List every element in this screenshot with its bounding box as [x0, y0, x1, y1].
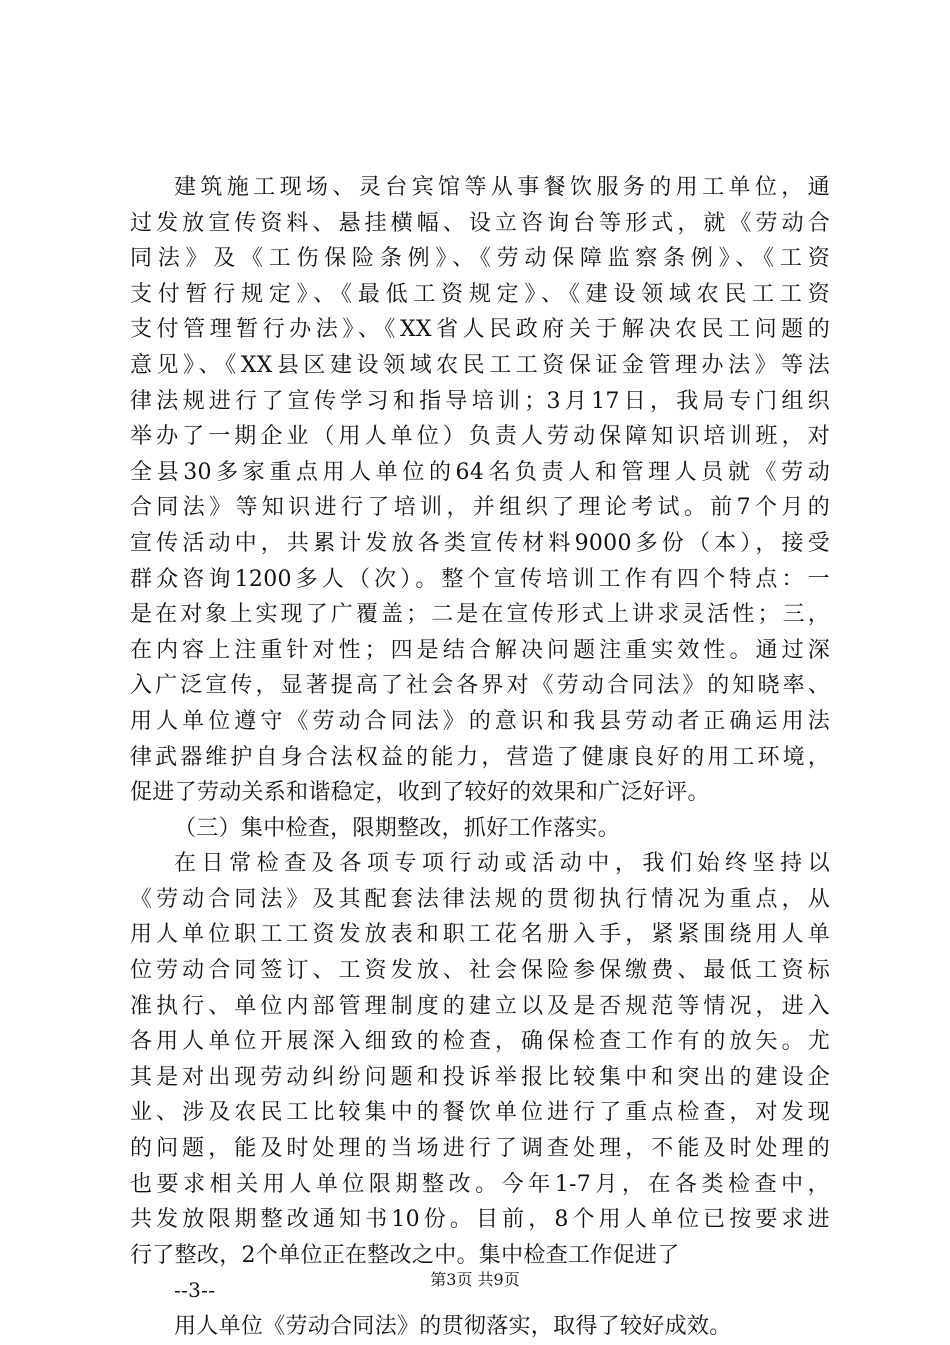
text-line: 意见》、《XX县区建设领域农民工工资保证金管理办法》等法 [130, 352, 830, 378]
text-line: 建筑施工现场、灵台宾馆等从事餐饮服务的用工单位，通 [174, 175, 830, 200]
text-line: 用人单位职工工资发放表和职工花名册入手，紧紧围绕用人单 [130, 922, 830, 948]
text-line: 用人单位遵守《劳动合同法》的意识和我县劳动者正确运用法 [130, 708, 830, 734]
text-line: 《劳动合同法》及其配套法律法规的贯彻执行情况为重点，从 [130, 886, 830, 912]
text-line: 其是对出现劳动纠纷问题和投诉举报比较集中和突出的建设企 [130, 1064, 830, 1090]
text-line: 在内容上注重针对性；四是结合解决问题注重实效性。通过深 [130, 637, 830, 663]
section-heading: （三）集中检查，限期整改，抓好工作落实。 [174, 815, 621, 841]
text-line: 同法》及《工伤保险条例》、《劳动保障监察条例》、《工资 [130, 246, 830, 272]
text-line: 的问题，能及时处理的当场进行了调查处理，不能及时处理的 [130, 1136, 830, 1162]
text-line: 准执行、单位内部管理制度的建立以及是否规范等情况，进入 [130, 993, 830, 1019]
text-line: 举办了一期企业（用人单位）负责人劳动保障知识培训班，对 [130, 424, 830, 450]
text-line: 全县30多家重点用人单位的64名负责人和管理人员就《劳动 [130, 459, 830, 485]
text-line: 是在对象上实现了广覆盖；二是在宣传形式上讲求灵活性；三， [130, 602, 830, 628]
text-line: 促进了劳动关系和谐稳定，收到了较好的效果和广泛好评。 [130, 780, 710, 806]
document-body [130, 170, 830, 1345]
text-line: 业、涉及农民工比较集中的餐饮单位进行了重点检查，对发现 [130, 1100, 830, 1126]
text-line: 支付管理暂行办法》、《XX省人民政府关于解决农民工问题的 [130, 317, 830, 343]
text-line: 共发放限期整改通知书10份。目前，8个用人单位已按要求进 [130, 1207, 830, 1233]
text-line: 也要求相关用人单位限期整改。今年1-7月，在各类检查中， [130, 1171, 830, 1197]
text-line: 各用人单位开展深入细致的检查，确保检查工作有的放矢。尤 [130, 1029, 830, 1055]
text-line: 入广泛宣传，显著提高了社会各界对《劳动合同法》的知晓率、 [130, 673, 830, 699]
text-line: 合同法》等知识进行了培训，并组织了理论考试。前7个月的 [130, 495, 830, 521]
text-line: 行了整改，2个单位正在整改之中。集中检查工作促进了 [130, 1242, 680, 1268]
page-footer: 第3页 共9页 [430, 1270, 520, 1289]
text-line: 在日常检查及各项专项行动或活动中，我们始终坚持以 [174, 851, 830, 877]
inline-page-number: --3-- [174, 1278, 216, 1303]
text-line: 用人单位《劳动合同法》的贯彻落实，取得了较好成效。 [174, 1314, 732, 1339]
text-line: 群众咨询1200多人（次）。整个宣传培训工作有四个特点：一 [130, 566, 830, 592]
text-line: 支付暂行规定》、《最低工资规定》、《建设领域农民工工资 [130, 281, 830, 307]
text-line: 宣传活动中，共累计发放各类宣传材料9000多份（本），接受 [130, 530, 830, 556]
text-line: 位劳动合同签订、工资发放、社会保险参保缴费、最低工资标 [130, 958, 830, 984]
text-line: 律武器维护自身合法权益的能力，营造了健康良好的用工环境， [130, 744, 830, 770]
text-line: 过发放宣传资料、悬挂横幅、设立咨询台等形式，就《劳动合 [130, 210, 830, 236]
text-line: 律法规进行了宣传学习和指导培训；3月17日，我局专门组织 [130, 388, 830, 414]
